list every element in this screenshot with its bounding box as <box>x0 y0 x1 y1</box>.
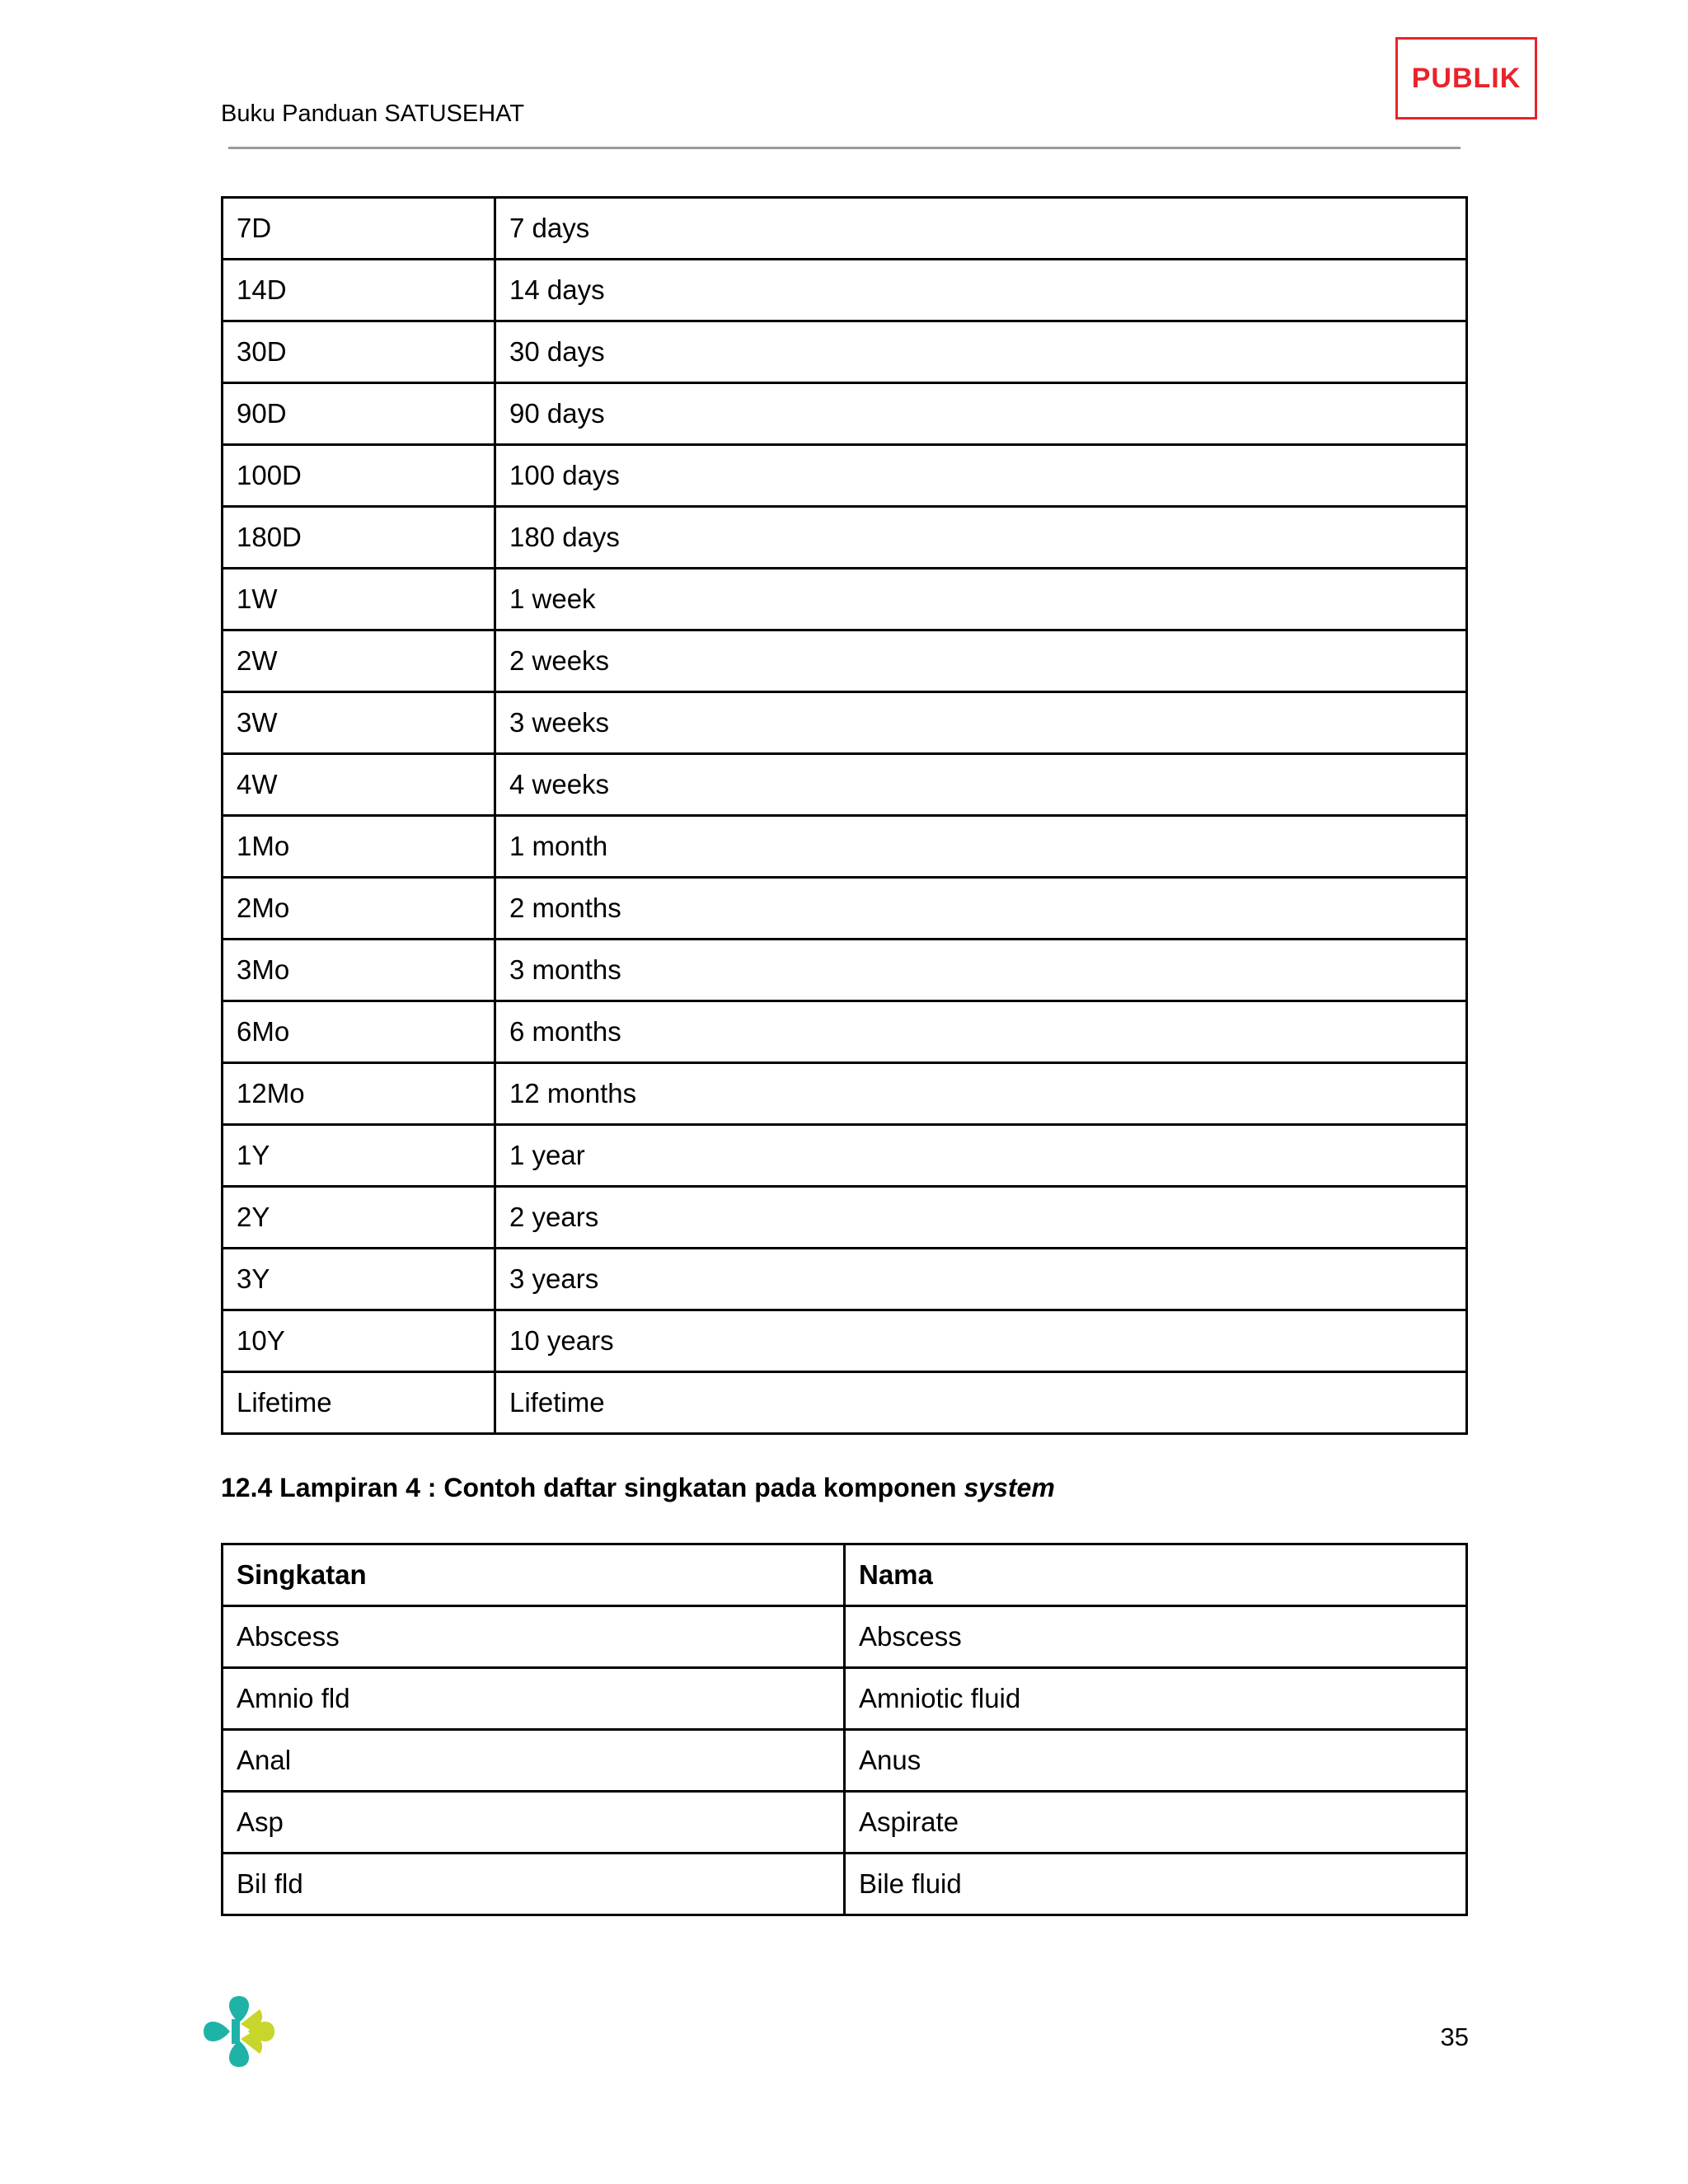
table-row <box>223 507 1467 569</box>
table-row <box>223 198 1467 260</box>
duration-label-cell: 1 year <box>495 1125 1467 1187</box>
table-row <box>223 1668 1467 1730</box>
duration-code-cell: 1Mo <box>223 816 495 878</box>
duration-label-cell: 2 years <box>495 1187 1467 1249</box>
duration-code-cell: 10Y <box>223 1310 495 1372</box>
abbreviation-cell: Amnio fld <box>223 1668 845 1730</box>
abbreviation-cell: Asp <box>223 1792 845 1854</box>
duration-label-cell: 180 days <box>495 507 1467 569</box>
section-heading-italic: system <box>964 1473 1055 1502</box>
table-row <box>223 569 1467 630</box>
column-header-nama: Nama <box>845 1544 1467 1606</box>
full-name-cell: Aspirate <box>845 1792 1467 1854</box>
table-row <box>223 321 1467 383</box>
duration-code-cell: 3Mo <box>223 940 495 1001</box>
abbreviation-cell: Abscess <box>223 1606 845 1668</box>
document-title: Buku Panduan SATUSEHAT <box>221 101 525 127</box>
table-row <box>223 878 1467 940</box>
duration-label-cell: 3 months <box>495 940 1467 1001</box>
duration-code-cell: 1W <box>223 569 495 630</box>
table-row <box>223 383 1467 445</box>
duration-code-cell: 14D <box>223 260 495 321</box>
duration-label-cell: Lifetime <box>495 1372 1467 1434</box>
section-heading-text: 12.4 Lampiran 4 : Contoh daftar singkatan pada komponen <box>221 1473 964 1502</box>
table-row <box>223 260 1467 321</box>
duration-label-cell: 14 days <box>495 260 1467 321</box>
duration-label-cell: 90 days <box>495 383 1467 445</box>
duration-code-cell: 180D <box>223 507 495 569</box>
page-number: 35 <box>1440 2022 1469 2051</box>
table-row <box>223 1854 1467 1915</box>
table-row <box>223 1310 1467 1372</box>
duration-label-cell: 30 days <box>495 321 1467 383</box>
table-row <box>223 692 1467 754</box>
duration-code-cell: 2W <box>223 630 495 692</box>
table-row <box>223 1001 1467 1063</box>
duration-label-cell: 3 years <box>495 1249 1467 1310</box>
full-name-cell: Anus <box>845 1730 1467 1792</box>
full-name-cell: Bile fluid <box>845 1854 1467 1915</box>
duration-label-cell: 1 month <box>495 816 1467 878</box>
duration-label-cell: 1 week <box>495 569 1467 630</box>
header-divider <box>228 147 1461 149</box>
table-row <box>223 1125 1467 1187</box>
table-row <box>223 1730 1467 1792</box>
duration-label-cell: 100 days <box>495 445 1467 507</box>
section-heading <box>221 1469 1055 1506</box>
duration-code-cell: 100D <box>223 445 495 507</box>
table-row <box>223 630 1467 692</box>
duration-code-cell: 30D <box>223 321 495 383</box>
table-header-row <box>223 1544 1467 1606</box>
table-row <box>223 1372 1467 1434</box>
duration-code-cell: 6Mo <box>223 1001 495 1063</box>
duration-label-cell: 7 days <box>495 198 1467 260</box>
duration-label-cell: 2 months <box>495 878 1467 940</box>
duration-table <box>221 196 1468 1435</box>
duration-label-cell: 12 months <box>495 1063 1467 1125</box>
table-row <box>223 940 1467 1001</box>
duration-code-cell: 3W <box>223 692 495 754</box>
column-header-singkatan: Singkatan <box>223 1544 845 1606</box>
abbreviation-cell: Bil fld <box>223 1854 845 1915</box>
duration-label-cell: 10 years <box>495 1310 1467 1372</box>
table-row <box>223 816 1467 878</box>
duration-label-cell: 6 months <box>495 1001 1467 1063</box>
duration-code-cell: 7D <box>223 198 495 260</box>
duration-code-cell: 1Y <box>223 1125 495 1187</box>
abbreviation-cell: Anal <box>223 1730 845 1792</box>
duration-label-cell: 2 weeks <box>495 630 1467 692</box>
duration-code-cell: 2Mo <box>223 878 495 940</box>
duration-code-cell: Lifetime <box>223 1372 495 1434</box>
table-row <box>223 1063 1467 1125</box>
full-name-cell: Amniotic fluid <box>845 1668 1467 1730</box>
duration-code-cell: 2Y <box>223 1187 495 1249</box>
abbreviation-table <box>221 1543 1468 1916</box>
duration-code-cell: 90D <box>223 383 495 445</box>
table-row <box>223 445 1467 507</box>
duration-code-cell: 3Y <box>223 1249 495 1310</box>
table-row <box>223 1606 1467 1668</box>
classification-badge: PUBLIK <box>1395 37 1537 120</box>
table-row <box>223 1792 1467 1854</box>
duration-label-cell: 4 weeks <box>495 754 1467 816</box>
duration-code-cell: 12Mo <box>223 1063 495 1125</box>
table-row <box>223 1249 1467 1310</box>
duration-label-cell: 3 weeks <box>495 692 1467 754</box>
table-row <box>223 754 1467 816</box>
full-name-cell: Abscess <box>845 1606 1467 1668</box>
duration-code-cell: 4W <box>223 754 495 816</box>
table-row <box>223 1187 1467 1249</box>
kemenkes-logo-icon <box>202 1994 276 2069</box>
